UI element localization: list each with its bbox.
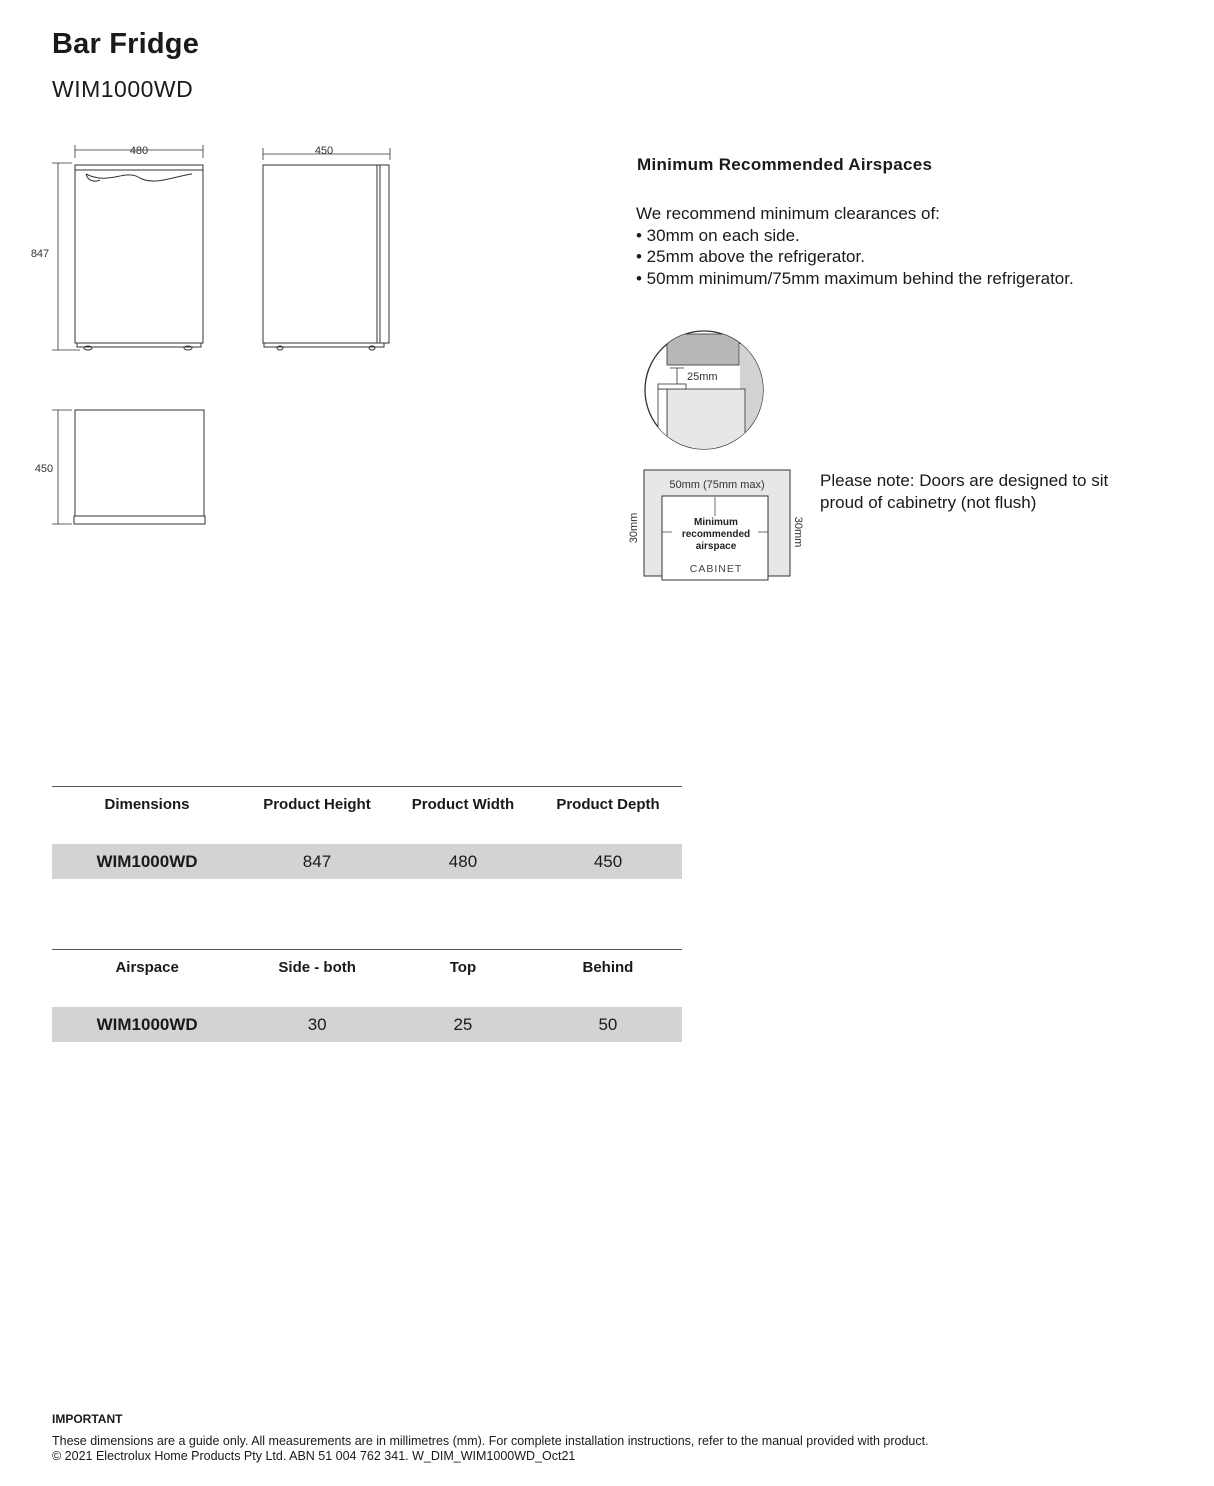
right-gap-label: 30mm bbox=[792, 516, 804, 548]
top-view-drawing bbox=[52, 410, 205, 524]
product-drawings bbox=[0, 130, 420, 540]
left-gap-label: 30mm bbox=[628, 512, 640, 544]
side-view-drawing bbox=[263, 148, 390, 350]
airspace-intro bbox=[636, 203, 1074, 289]
table-cell: 30 bbox=[242, 1007, 392, 1042]
airspace-bullet: • 50mm minimum/75mm maximum behind the refrigerator. bbox=[636, 268, 1074, 288]
important-label: IMPORTANT bbox=[52, 1412, 123, 1426]
airspace-heading: Minimum Recommended Airspaces bbox=[637, 155, 933, 174]
table-header-cell: Side - both bbox=[242, 950, 392, 986]
airspace-intro-text: We recommend minimum clearances of: bbox=[636, 204, 940, 223]
side-depth-label: 450 bbox=[314, 145, 334, 157]
table-header-row bbox=[52, 787, 682, 823]
table-header-cell: Behind bbox=[534, 950, 682, 986]
table-header-cell: Product Depth bbox=[534, 787, 682, 823]
table-header-row bbox=[52, 950, 682, 986]
cabinet-label: CABINET bbox=[689, 563, 743, 575]
airspace-bullet: • 25mm above the refrigerator. bbox=[636, 247, 865, 266]
table-cell: 50 bbox=[534, 1007, 682, 1042]
table-cell: WIM1000WD bbox=[52, 844, 242, 879]
table-cell: 847 bbox=[242, 844, 392, 879]
top-gap-label: 25mm bbox=[687, 371, 718, 383]
airspace-table bbox=[52, 949, 682, 1042]
copyright-line: © 2021 Electrolux Home Products Pty Ltd. ABN 51 004 762 341. W_DIM_WIM1000WD_Oct21 bbox=[52, 1449, 576, 1463]
disclaimer-line: These dimensions are a guide only. All measurements are in millimetres (mm). For complete installation instructions, refer to the manual provided with product. bbox=[52, 1434, 929, 1448]
rear-gap-label: 50mm (75mm max) bbox=[669, 479, 765, 491]
table-row bbox=[52, 1007, 682, 1042]
top-clearance-diagram bbox=[640, 328, 770, 454]
center-label-line2: recommended bbox=[681, 529, 751, 540]
front-width-label: 480 bbox=[129, 145, 149, 157]
table-cell: 450 bbox=[534, 844, 682, 879]
table-row bbox=[52, 844, 682, 879]
table-header-cell: Product Height bbox=[242, 787, 392, 823]
door-note: Please note: Doors are designed to sit proud of cabinetry (not flush) bbox=[820, 471, 1109, 512]
table-cell: WIM1000WD bbox=[52, 1007, 242, 1042]
model-number: WIM1000WD bbox=[52, 76, 194, 102]
table-cell: 480 bbox=[392, 844, 534, 879]
center-label-line3: airspace bbox=[695, 541, 737, 552]
airspace-bullet: • 30mm on each side. bbox=[636, 225, 800, 245]
cabinet-plan-diagram bbox=[622, 466, 812, 586]
table-header-cell: Airspace bbox=[52, 950, 242, 986]
table-header-cell: Top bbox=[392, 950, 534, 986]
table-header-cell: Dimensions bbox=[52, 787, 242, 823]
center-label-line1: Minimum bbox=[694, 517, 738, 528]
table-cell: 25 bbox=[392, 1007, 534, 1042]
dimensions-table bbox=[52, 786, 682, 879]
front-view-drawing bbox=[75, 145, 203, 350]
disclaimer bbox=[52, 1434, 929, 1464]
height-label: 847 bbox=[30, 248, 50, 260]
table-header-cell: Product Width bbox=[392, 787, 534, 823]
page-title: Bar Fridge bbox=[52, 28, 200, 60]
top-depth-label: 450 bbox=[34, 463, 54, 475]
